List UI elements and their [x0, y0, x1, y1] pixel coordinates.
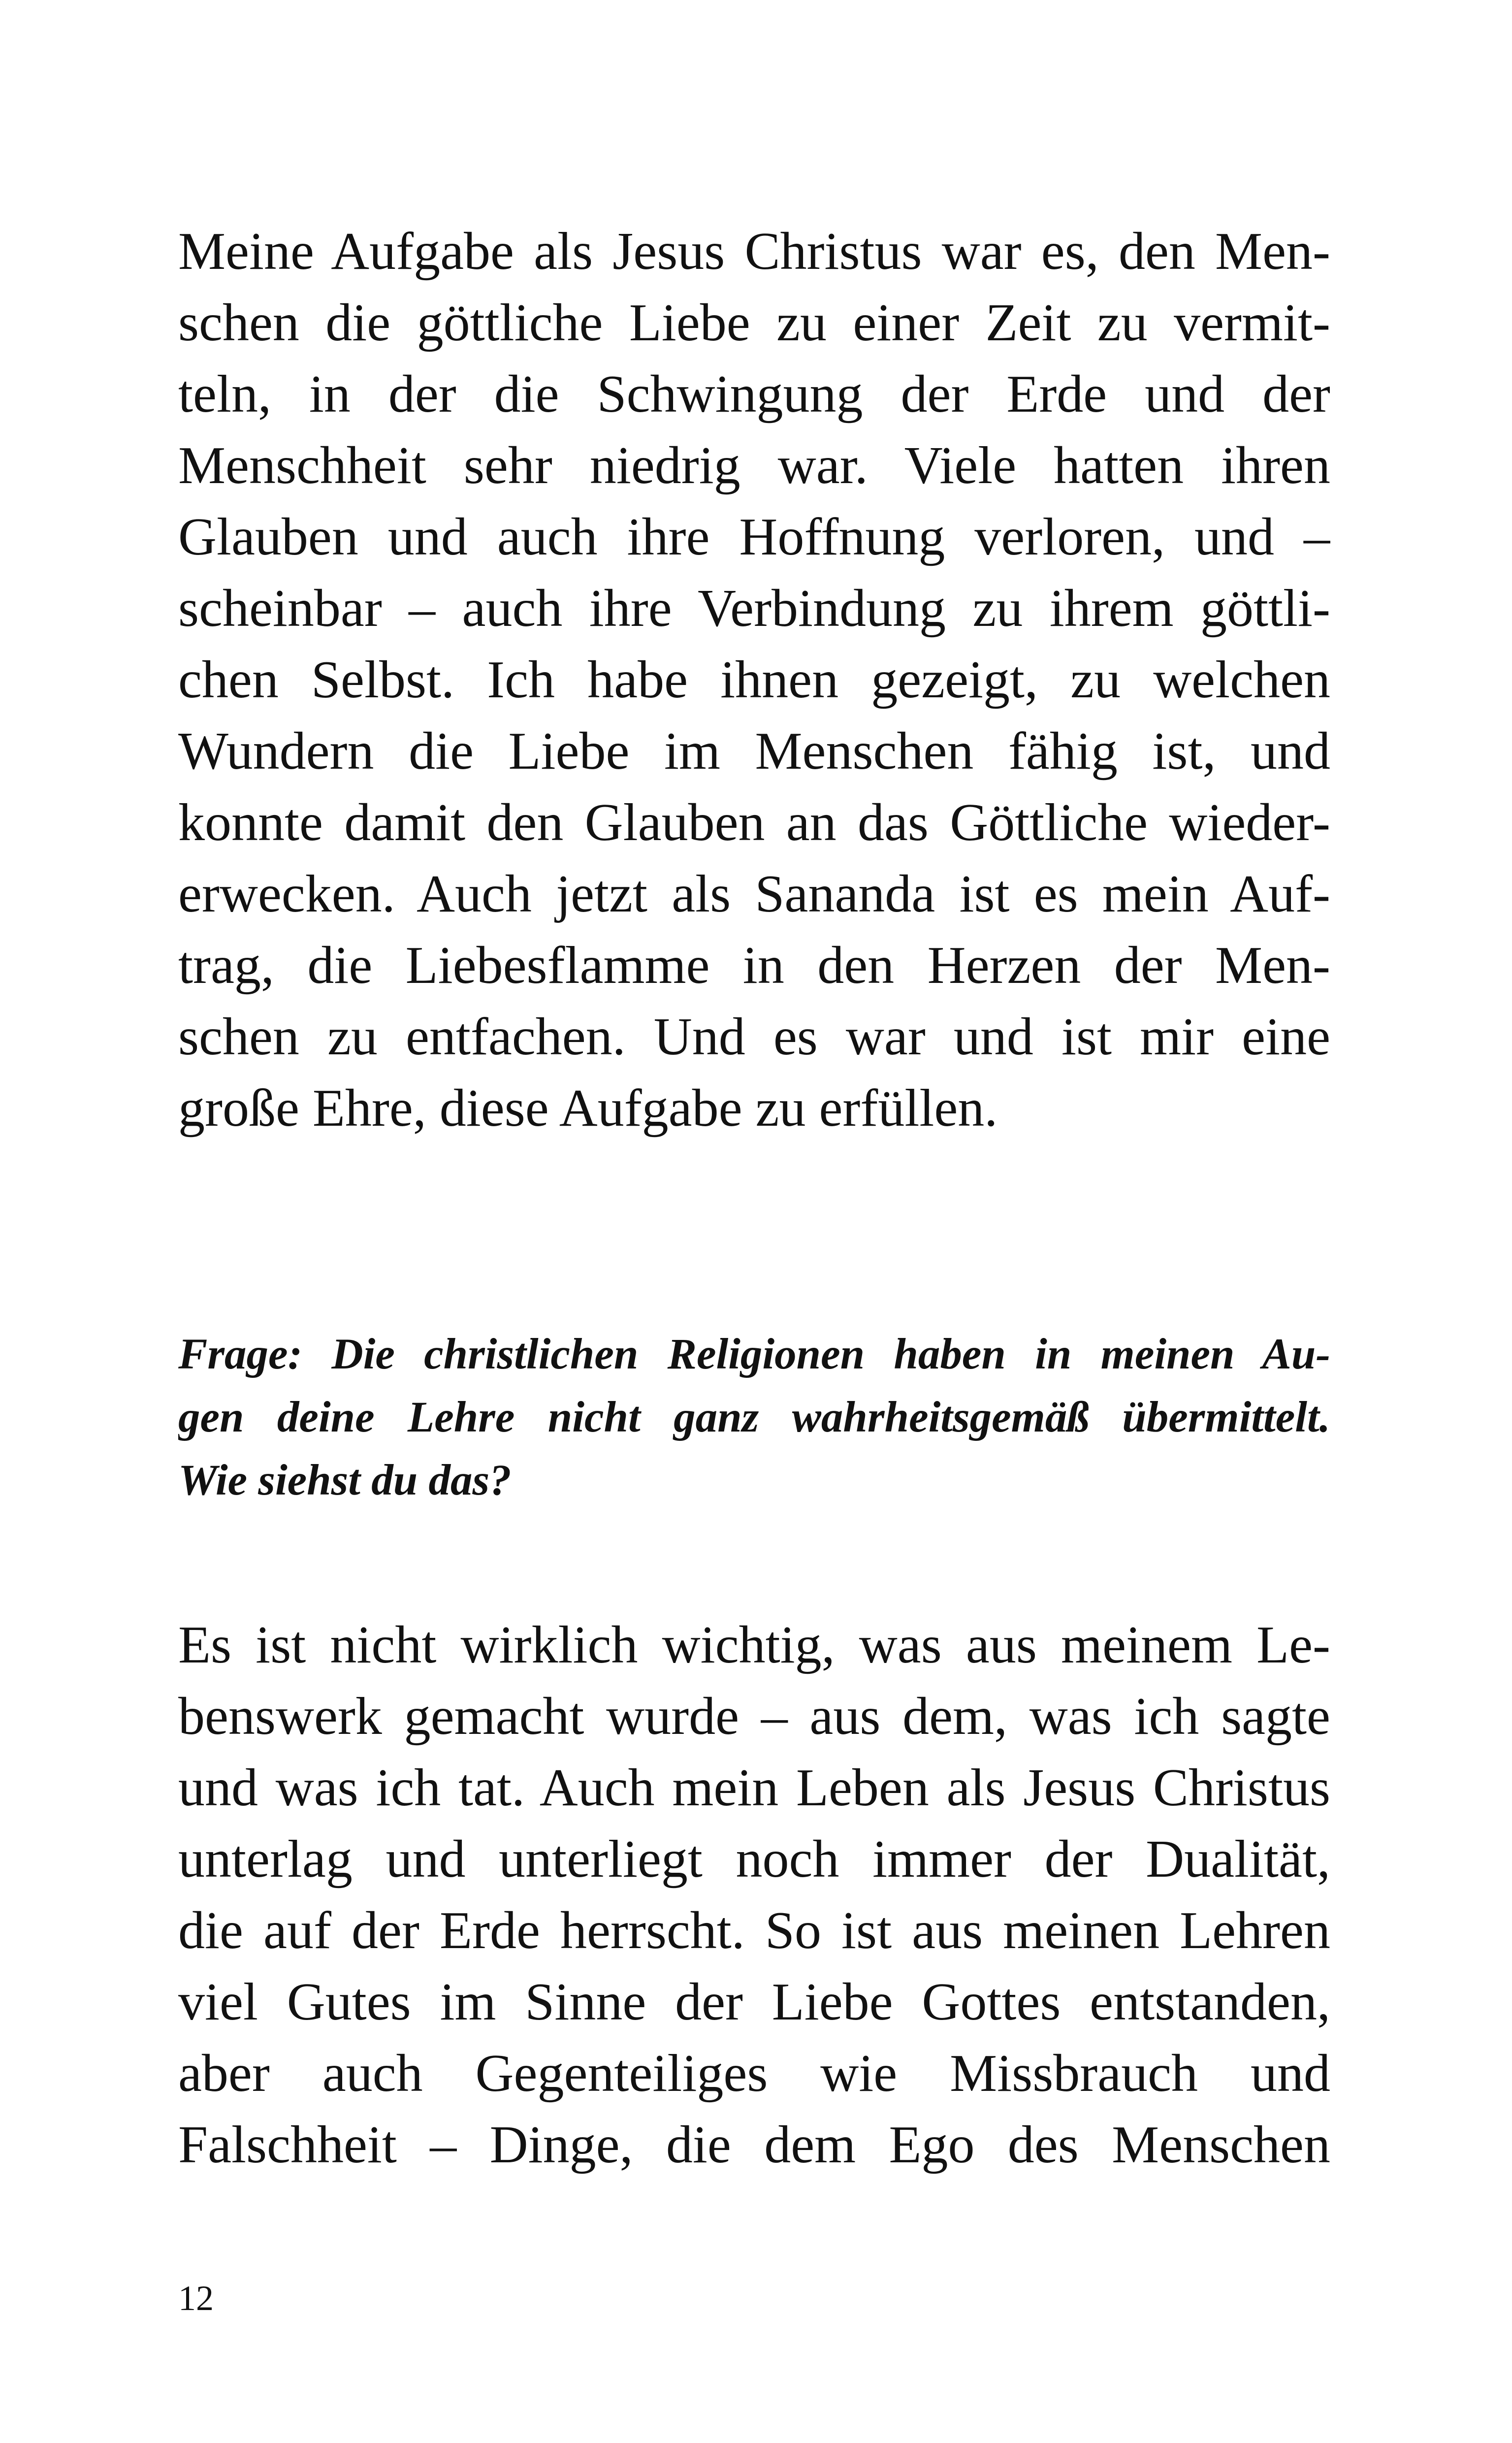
question-block — [178, 1323, 1330, 1512]
text-line: konnte damit den Glauben an das Göttliche wieder- — [178, 793, 1330, 852]
text-line: die auf der Erde herrscht. So ist aus meinen Lehren — [178, 1901, 1330, 1960]
text-line: und was ich tat. Auch mein Leben als Jesus Christus — [178, 1759, 1330, 1817]
text-line: Es ist nicht wirklich wichtig, was aus meinem Le- — [178, 1616, 1330, 1674]
question-line: Frage: Die christlichen Religionen haben in meinen Au- — [178, 1330, 1330, 1378]
question-line: gen deine Lehre nicht ganz wahrheitsgemäß übermittelt. — [178, 1393, 1330, 1441]
page-number: 12 — [178, 2279, 214, 2318]
text-line: Falschheit – Dinge, die dem Ego des Menschen — [178, 2116, 1330, 2174]
text-line: schen die göttliche Liebe zu einer Zeit zu vermit- — [178, 293, 1330, 352]
question-line: Wie siehst du das? — [178, 1456, 512, 1504]
text-line: aber auch Gegenteiliges wie Missbrauch und — [178, 2044, 1330, 2103]
text-line: große Ehre, diese Aufgabe zu erfüllen. — [178, 1079, 998, 1138]
text-line: Menschheit sehr niedrig war. Viele hatten ihren — [178, 436, 1330, 495]
text-line: scheinbar – auch ihre Verbindung zu ihrem göttli- — [178, 579, 1330, 638]
text-line: schen zu entfachen. Und es war und ist mir eine — [178, 1008, 1330, 1066]
text-line: chen Selbst. Ich habe ihnen gezeigt, zu welchen — [178, 651, 1330, 709]
paragraph-1 — [178, 216, 1330, 1144]
text-line: viel Gutes im Sinne der Liebe Gottes entstanden, — [178, 1973, 1330, 2031]
text-line: trag, die Liebesflamme in den Herzen der Men- — [178, 936, 1330, 995]
text-line: Glauben und auch ihre Hoffnung verloren, und – — [178, 508, 1330, 566]
text-line: erwecken. Auch jetzt als Sananda ist es mein Auf- — [178, 865, 1330, 923]
text-line: unterlag und unterliegt noch immer der Dualität, — [178, 1830, 1330, 1889]
text-line: Meine Aufgabe als Jesus Christus war es, den Men- — [178, 222, 1330, 281]
text-line: teln, in der die Schwingung der Erde und der — [178, 365, 1330, 423]
text-line: benswerk gemacht wurde – aus dem, was ich sagte — [178, 1687, 1330, 1746]
text-line: Wundern die Liebe im Menschen fähig ist, und — [178, 722, 1330, 781]
paragraph-2 — [178, 1609, 1330, 2181]
